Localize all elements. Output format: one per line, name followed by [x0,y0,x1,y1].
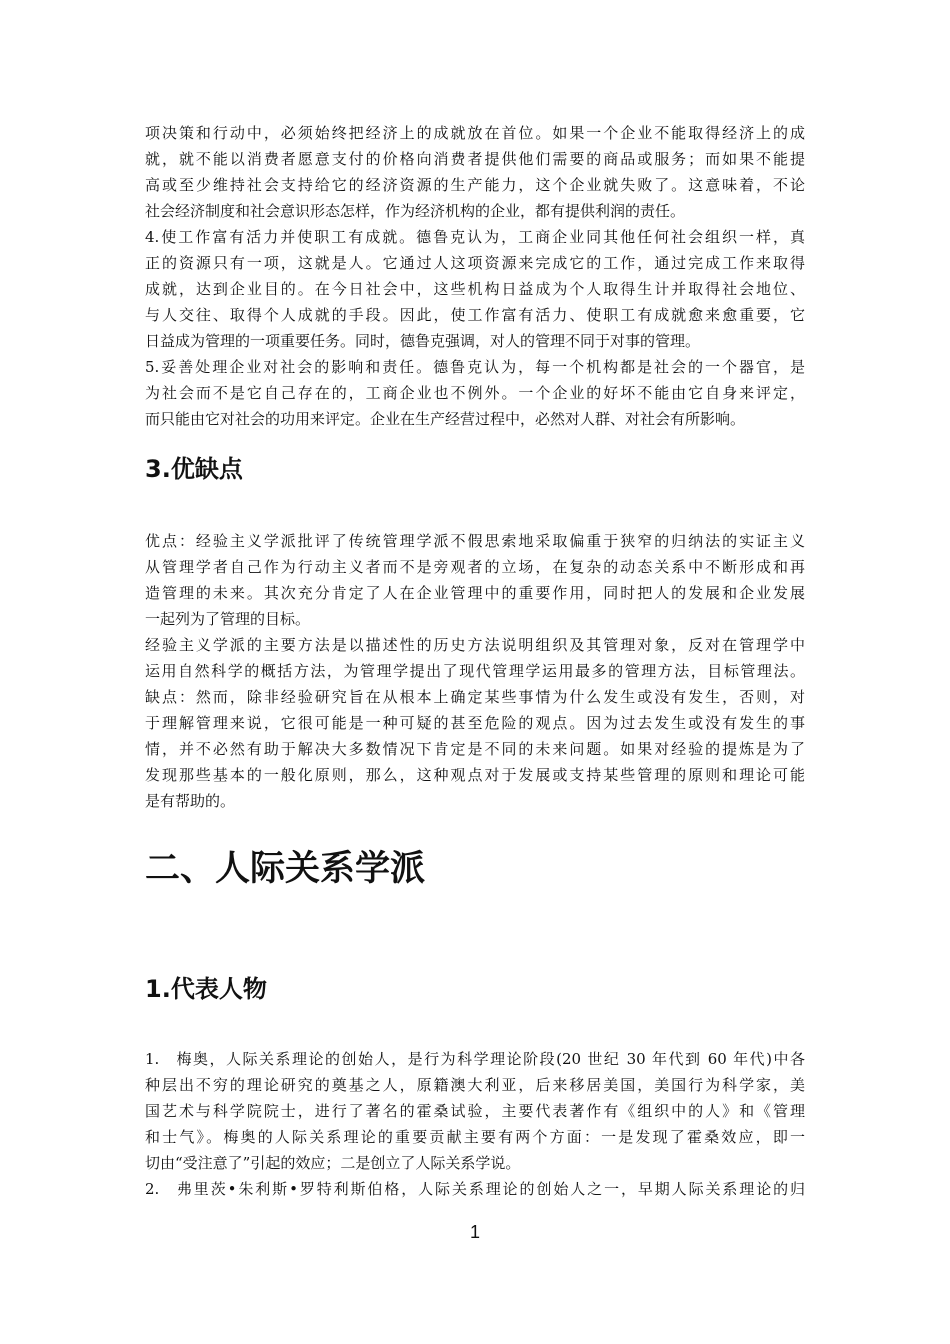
text-line: 经验主义学派的主要方法是以描述性的历史方法说明组织及其管理对象，反对在管理学中 [145,636,805,654]
list-block [145,1046,805,1202]
text-line: 4.使工作富有活力并使职工有成就。德鲁克认为，工商企业同其他任何社会组织一样，真 [145,228,805,246]
text-line: 国艺术与科学院院士，进行了著名的霍桑试验，主要代表著作有《组织中的人》和《管理 [145,1102,805,1120]
list-item [145,1046,805,1072]
text-line: 为社会而不是它自己存在的，工商企业也不例外。一个企业的好坏不能由它自身来评定， [145,384,805,402]
text-line: 切由“受注意了”引起的效应；二是创立了人际关系学说。 [145,1154,521,1172]
text-line: 5.妥善处理企业对社会的影响和责任。德鲁克认为，每一个机构都是社会的一个器官，是 [145,358,805,376]
text-line: 种层出不穷的理论研究的奠基之人，原籍澳大利亚，后来移居美国，美国行为科学家，美 [145,1076,805,1094]
heading-representatives: 1.代表人物 [145,975,267,1003]
text-line: 日益成为管理的一项重要任务。同时，德鲁克强调，对人的管理不同于对事的管理。 [145,332,701,350]
text-line: 高或至少维持社会支持给它的经济资源的生产能力，这个企业就失败了。这意味着，不论 [145,176,805,194]
list-item-text: 弗里茨•朱利斯•罗特利斯伯格，人际关系理论的创始人之一，早期人际关系理论的归 [175,1180,805,1198]
list-item-text: 梅奥，人际关系理论的创始人，是行为科学理论阶段(20 世纪 30 年代到 60 年代)中各 [175,1050,805,1068]
paragraph-block-top [145,120,805,432]
text-line: 而只能由它对社会的功用来评定。企业在生产经营过程中，必然对人群、对社会有所影响。 [145,410,746,428]
text-line: 项决策和行动中，必须始终把经济上的成就放在首位。如果一个企业不能取得经济上的成 [145,124,805,142]
text-line: 缺点：然而，除非经验研究旨在从根本上确定某些事情为什么发生或没有发生，否则，对 [145,688,805,706]
text-line: 情，并不必然有助于解决大多数情况下肯定是不同的未来问题。如果对经验的提炼是为了 [145,740,805,758]
text-line: 成就，达到企业目的。在今日社会中，这些机构日益成为个人取得生计并取得社会地位、 [145,280,805,298]
text-line: 造管理的未来。其次充分肯定了人在企业管理中的重要作用，同时把人的发展和企业发展 [145,584,805,602]
text-line: 就，就不能以消费者愿意支付的价格向消费者提供他们需要的商品或服务；而如果不能提 [145,150,805,168]
text-line: 运用自然科学的概括方法，为管理学提出了现代管理学运用最多的管理方法，目标管理法。 [145,662,805,680]
text-line: 与人交往、取得个人成就的手段。因此，使工作富有活力、使职工有成就愈来愈重要，它 [145,306,805,324]
list-item-number: 2. [145,1180,160,1198]
text-line: 于理解管理来说，它很可能是一种可疑的甚至危险的观点。因为过去发生或没有发生的事 [145,714,805,732]
text-line: 是有帮助的。 [145,792,236,810]
text-line: 发现那些基本的一般化原则，那么，这种观点对于发展或支持某些管理的原则和理论可能 [145,766,805,784]
list-item-number: 1. [145,1050,160,1068]
paragraph-block-middle [145,528,805,814]
text-line: 一起列为了管理的目标。 [145,610,311,628]
text-line: 优点：经验主义学派批评了传统管理学派不假思索地采取偏重于狭窄的归纳法的实证主义 [145,532,805,550]
text-line: 社会经济制度和社会意识形态怎样，作为经济机构的企业，都有提供利润的责任。 [145,202,686,220]
text-line: 从管理学者自己作为行动主义者而不是旁观者的立场，在复杂的动态关系中不断形成和再 [145,558,805,576]
list-item [145,1176,805,1202]
page-number: 1 [469,1222,480,1242]
text-line: 和士气》。梅奥的人际关系理论的重要贡献主要有两个方面：一是发现了霍桑效应，即一 [145,1128,805,1146]
heading-pros-cons: 3.优缺点 [145,455,243,483]
heading-section-two: 二、人际关系学派 [145,849,426,889]
page-content [145,120,805,1202]
text-line: 正的资源只有一项，这就是人。它通过人这项资源来完成它的工作，通过完成工作来取得 [145,254,805,272]
